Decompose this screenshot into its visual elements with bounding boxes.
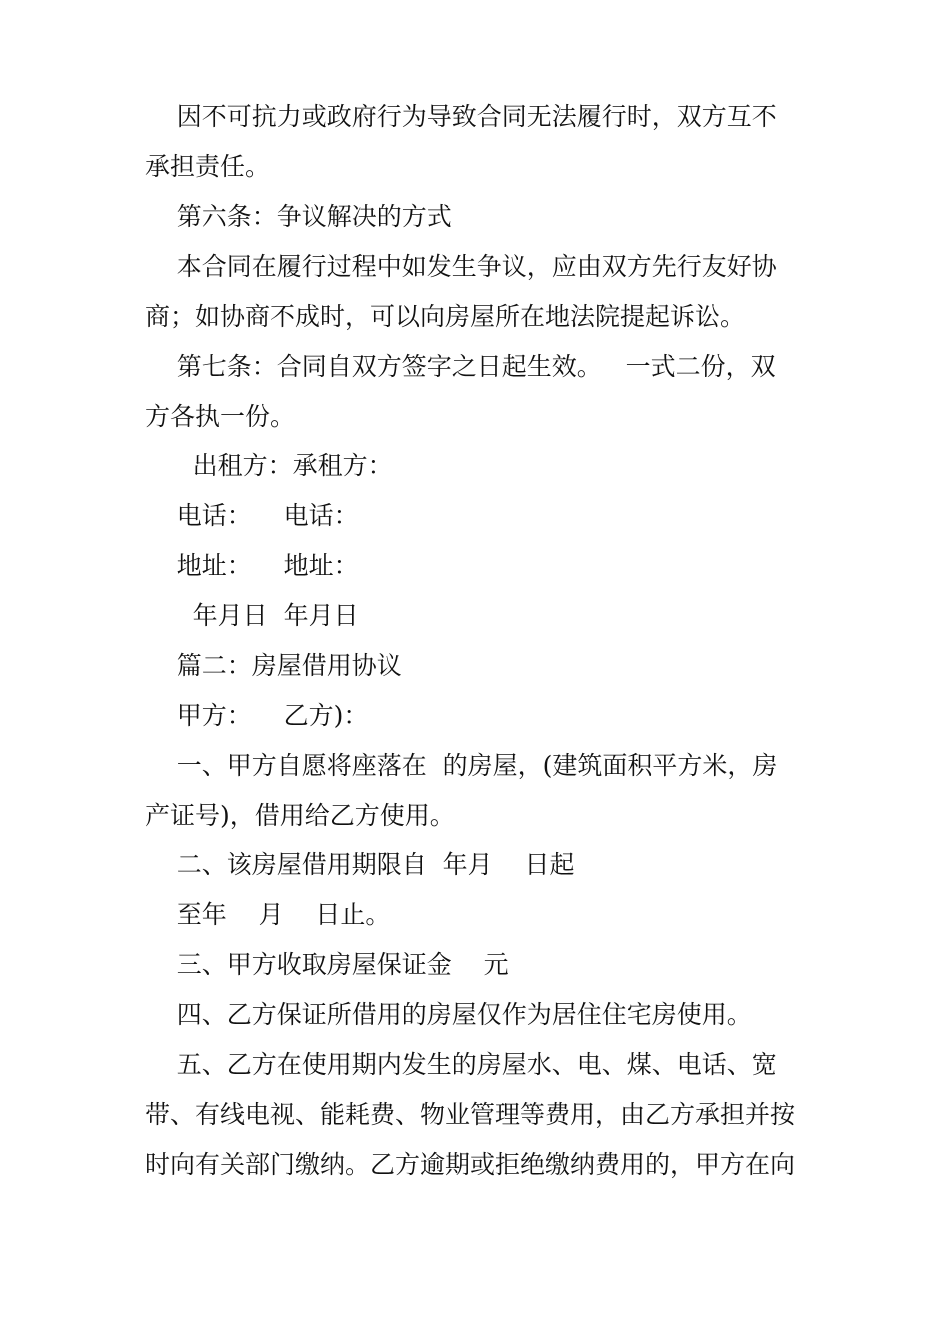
text-line: 承担责任。	[145, 152, 271, 181]
text-line: 本合同在履行过程中如发生争议，应由双方先行友好协	[145, 252, 777, 281]
section-heading: 第七条：合同自双方签字之日起生效。 一式二份，双	[145, 352, 776, 381]
text-line: 因不可抗力或政府行为导致合同无法履行时，双方互不	[145, 102, 777, 131]
text-line: 方各执一份。	[145, 402, 296, 431]
clause-text: 四、乙方保证所借用的房屋仅作为居住住宅房使用。	[145, 1000, 752, 1029]
signature-parties: 出租方：承租方：	[145, 451, 393, 480]
clause-text: 五、乙方在使用期内发生的房屋水、电、煤、电话、宽	[145, 1050, 777, 1079]
clause-text: 一、甲方自愿将座落在 的房屋，(建筑面积平方米，房	[145, 751, 778, 780]
section-title: 篇二：房屋借用协议	[145, 651, 402, 680]
phone-line: 电话： 电话：	[145, 501, 359, 530]
section-heading: 第六条：争议解决的方式	[145, 202, 452, 231]
clause-text: 带、有线电视、能耗费、物业管理等费用，由乙方承担并按	[145, 1100, 796, 1129]
clause-text: 时向有关部门缴纳。乙方逾期或拒绝缴纳费用的，甲方在向	[145, 1150, 796, 1179]
clause-text: 产证号)，借用给乙方使用。	[145, 801, 455, 830]
date-line: 年月日 年月日	[145, 601, 359, 630]
clause-text: 二、该房屋借用期限自 年月 日起	[145, 850, 575, 879]
parties-line: 甲方： 乙方)：	[145, 701, 369, 730]
clause-text: 至年 月 日止。	[145, 900, 391, 929]
clause-text: 三、甲方收取房屋保证金 元	[145, 950, 509, 979]
text-line: 商；如协商不成时，可以向房屋所在地法院提起诉讼。	[145, 302, 746, 331]
address-line: 地址： 地址：	[145, 551, 359, 580]
